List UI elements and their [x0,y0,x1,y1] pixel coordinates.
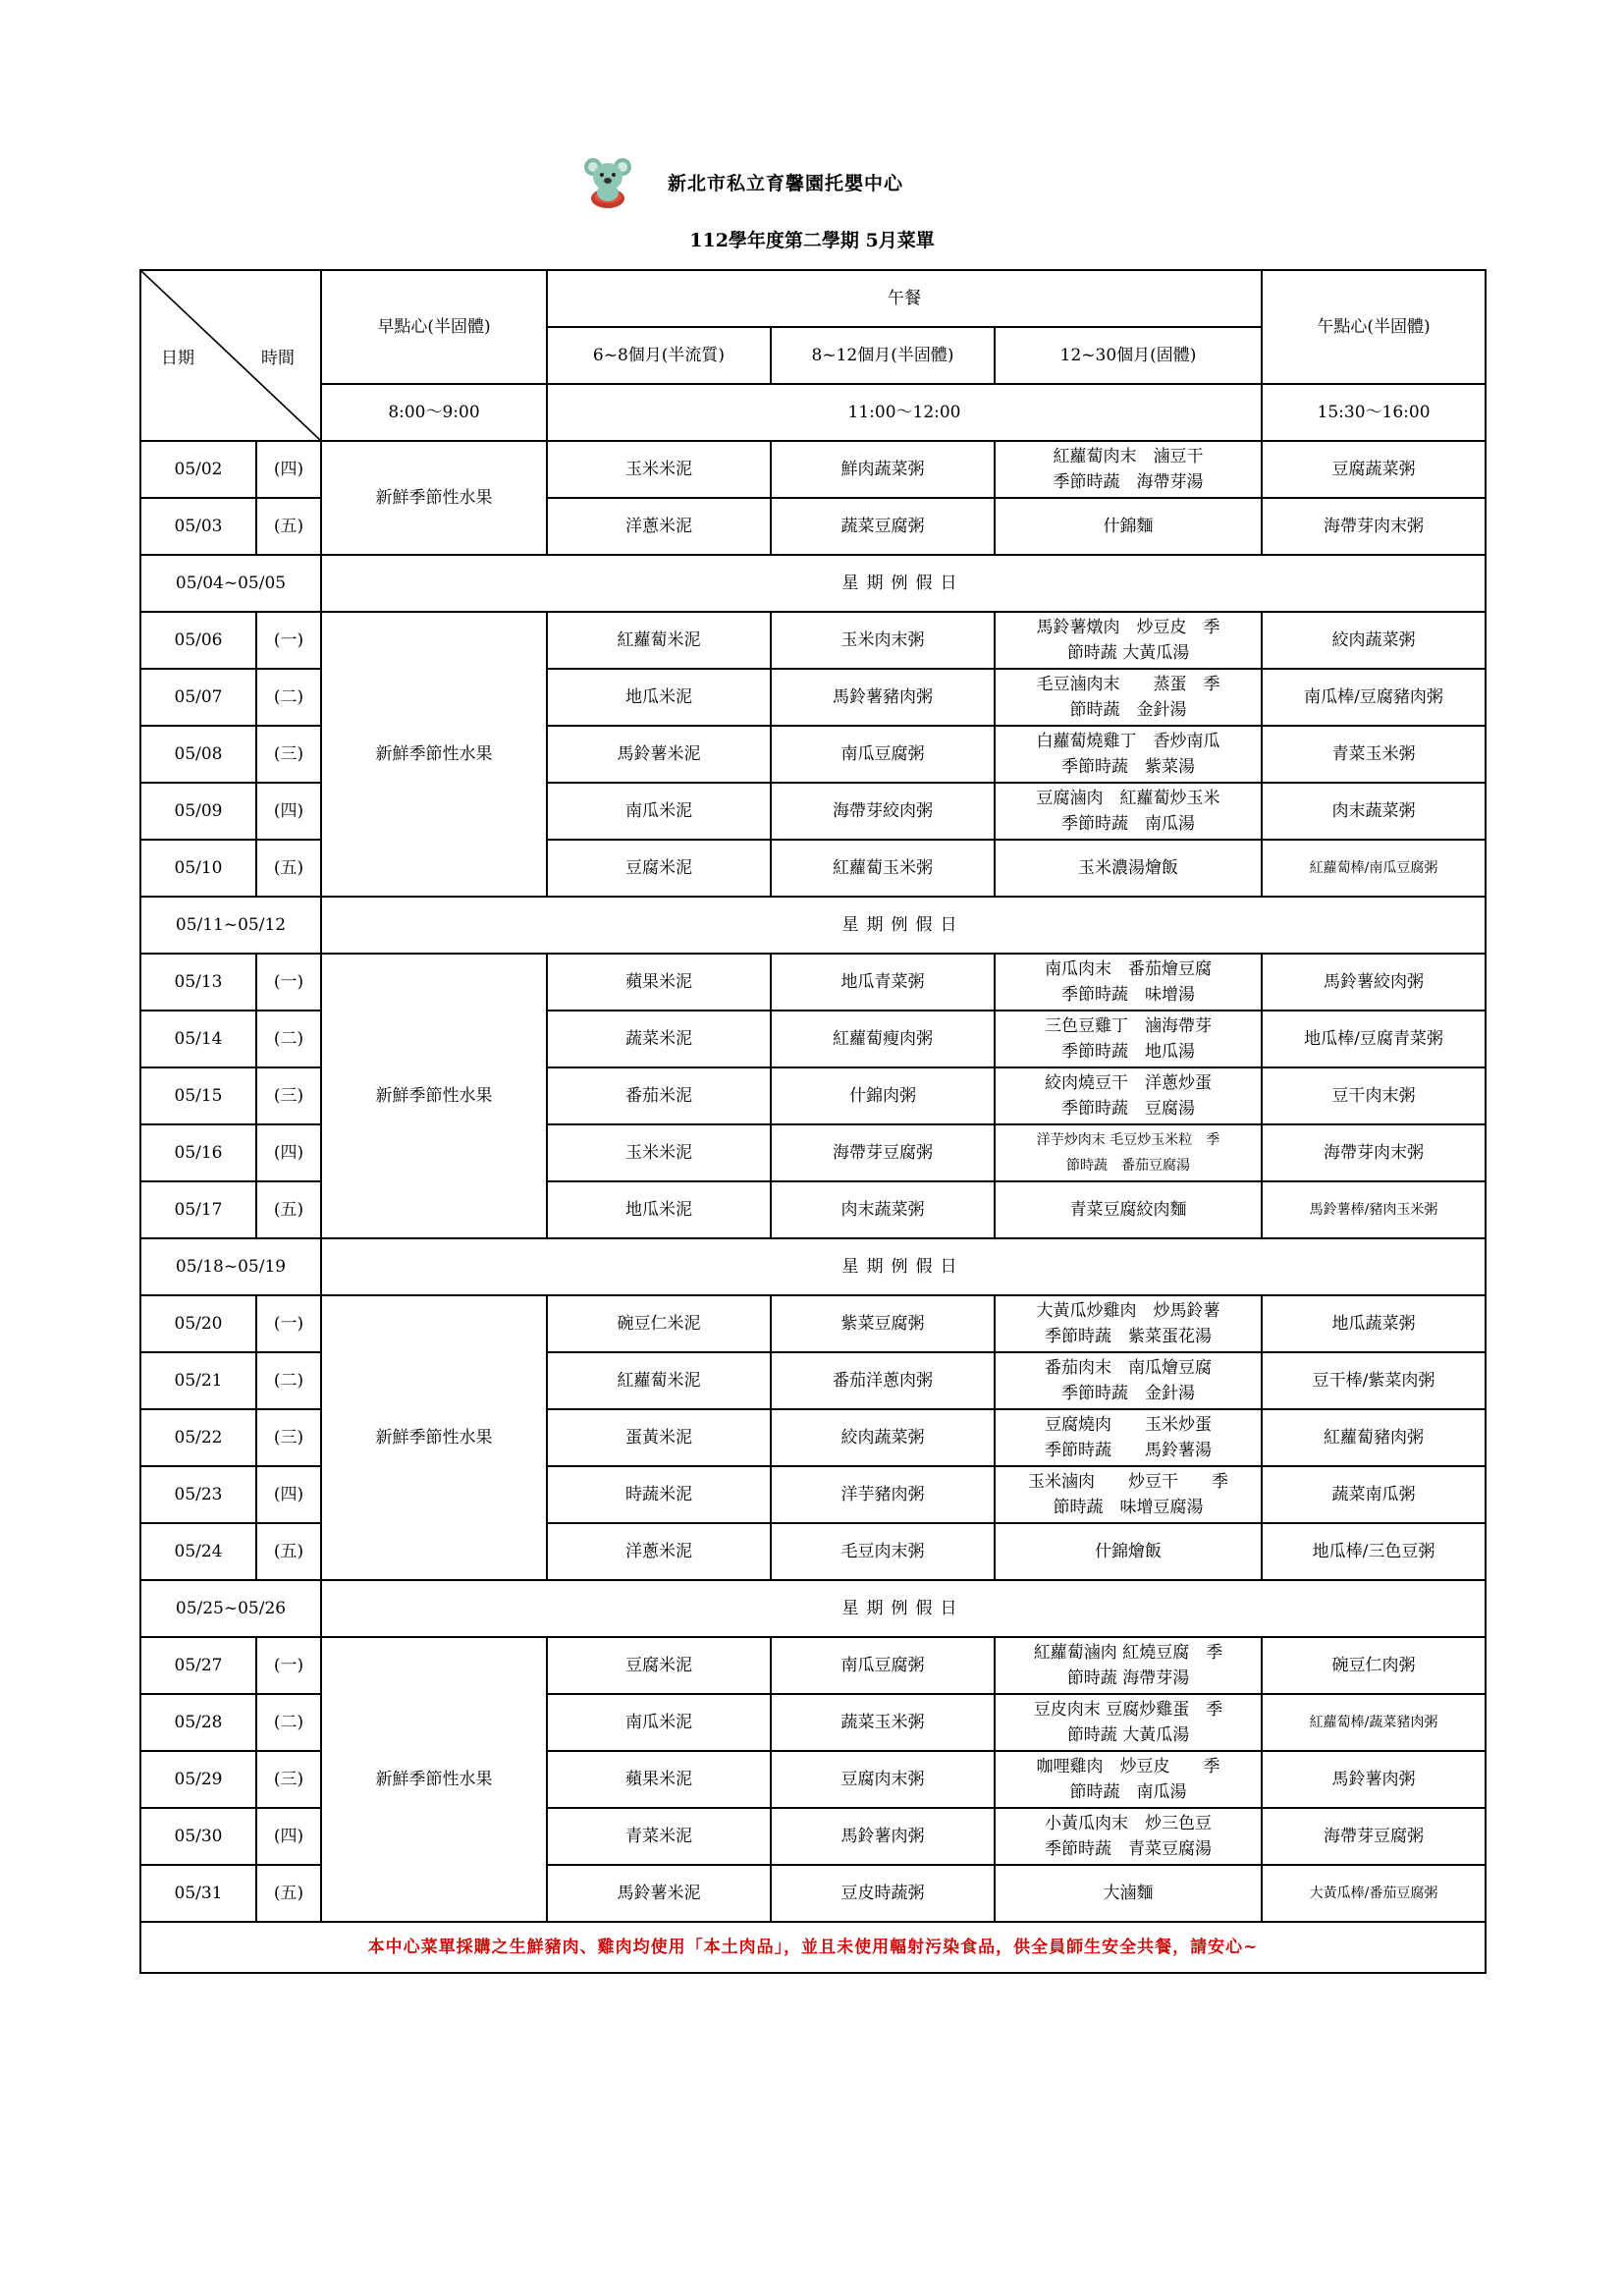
date-cell: 05/31 [140,1865,256,1922]
lunch-6-8-cell: 玉米米泥 [547,441,771,498]
lunch-6-8-cell: 豆腐米泥 [547,840,771,897]
date-cell: 05/21 [140,1352,256,1409]
date-cell: 05/14 [140,1011,256,1067]
lunch-8-12-cell: 鮮肉蔬菜粥 [771,441,995,498]
lunch-12-30-line-2: 節時蔬 南瓜湯 [1069,1782,1187,1802]
date-cell: 05/03 [140,498,256,555]
date-cell: 05/07 [140,669,256,726]
lunch-12-30-line-2: 季節時蔬 金針湯 [1061,1384,1196,1403]
lunch-6-8-cell: 馬鈴薯米泥 [547,1865,771,1922]
lunch-8-12-cell: 豆皮時蔬粥 [771,1865,995,1922]
lunch-12-30-line-1: 什錦燴飯 [1095,1542,1163,1561]
afternoon-time: 15:30～16:00 [1262,384,1486,441]
table-row [140,1295,1486,1352]
footer-row [140,1922,1486,1973]
lunch-12-30-cell [995,1466,1262,1523]
date-cell: 05/23 [140,1466,256,1523]
table-row [140,612,1486,669]
breakfast-time: 8:00～9:00 [321,384,547,441]
holiday-row [140,555,1486,612]
lunch-12-30-cell [995,783,1262,840]
lunch-12-30-line-1: 豆皮肉末 豆腐炒雞蛋 季 [1033,1700,1223,1720]
lunch-12-30-cell [995,669,1262,726]
date-cell: 05/08 [140,726,256,783]
lunch-12-30-line-2: 季節時蔬 紫菜湯 [1061,757,1196,777]
lunch-8-12-cell: 馬鈴薯豬肉粥 [771,669,995,726]
weekday-cell: (三) [256,1409,321,1466]
organization-name: 新北市私立育馨園托嬰中心 [668,173,904,194]
lunch-6-8-cell: 洋蔥米泥 [547,1523,771,1580]
afternoon-snack-cell: 豆腐蔬菜粥 [1262,441,1486,498]
afternoon-snack-cell: 碗豆仁肉粥 [1262,1637,1486,1694]
lunch-6-8-cell: 時蔬米泥 [547,1466,771,1523]
weekday-cell: (四) [256,1124,321,1181]
weekday-cell: (二) [256,1694,321,1751]
lunch-12-30-cell [995,1694,1262,1751]
table-row [140,1637,1486,1694]
corner-date-label: 日期 [161,349,194,368]
lunch-8-12-cell: 玉米肉末粥 [771,612,995,669]
weekday-cell: (四) [256,1466,321,1523]
lunch-8-12-cell: 什錦肉粥 [771,1067,995,1124]
lunch-12-30-line-2: 節時蔬 大黃瓜湯 [1066,643,1190,663]
holiday-label: 星期例假日 [321,1238,1486,1295]
afternoon-snack-cell: 絞肉蔬菜粥 [1262,612,1486,669]
afternoon-snack-cell: 地瓜棒/豆腐青菜粥 [1262,1011,1486,1067]
afternoon-snack-cell: 海帶芽肉末粥 [1262,498,1486,555]
lunch-12-30-cell [995,1352,1262,1409]
lunch-12-30-line-1: 豆腐燒肉 玉米炒蛋 [1045,1415,1213,1435]
lunch-12-30-cell [995,1181,1262,1238]
lunch-12-30-line-1: 紅蘿蔔肉末 滷豆干 [1053,447,1204,466]
lunch-6-8-cell: 地瓜米泥 [547,1181,771,1238]
page-header [0,147,1624,216]
date-cell: 05/16 [140,1124,256,1181]
weekday-cell: (四) [256,783,321,840]
lunch-6-8-cell: 玉米米泥 [547,1124,771,1181]
menu-table [139,269,1487,1974]
table-row [140,954,1486,1011]
food-safety-notice: 本中心菜單採購之生鮮豬肉、雞肉均使用「本土肉品」，並且未使用輻射污染食品，供全員師生安全共餐，請安心~ [140,1922,1486,1973]
lunch-6-8-cell: 蘋果米泥 [547,954,771,1011]
lunch-8-12-cell: 海帶芽豆腐粥 [771,1124,995,1181]
lunch-12-30-line-2: 季節時蔬 馬鈴薯湯 [1045,1441,1213,1460]
lunch-12-30-line-2: 節時蔬 番茄豆腐湯 [1066,1158,1191,1174]
lunch-12-30-cell [995,1523,1262,1580]
weekday-cell: (四) [256,1808,321,1865]
lunch-12-30-line-1: 南瓜肉末 番茄燴豆腐 [1045,959,1213,979]
date-cell: 05/02 [140,441,256,498]
corner-time-label: 時間 [261,349,295,368]
lunch-6-8-cell: 紅蘿蔔米泥 [547,1352,771,1409]
afternoon-snack-cell: 紅蘿蔔棒/蔬菜豬肉粥 [1262,1694,1486,1751]
lunch-12-30-line-1: 毛豆滷肉末 蒸蛋 季 [1036,675,1220,694]
lunch-12-30-line-1: 番茄肉末 南瓜燴豆腐 [1045,1358,1213,1378]
lunch-header: 午餐 [547,270,1262,327]
lunch-6-8-cell: 番茄米泥 [547,1067,771,1124]
weekday-cell: (二) [256,1352,321,1409]
weekday-cell: (五) [256,1181,321,1238]
lunch-12-30-cell [995,1295,1262,1352]
weekday-cell: (五) [256,840,321,897]
date-cell: 05/06 [140,612,256,669]
holiday-row [140,1580,1486,1637]
lunch-12-30-cell [995,498,1262,555]
lunch-time: 11:00～12:00 [547,384,1262,441]
lunch-12-30-line-2: 節時蔬 海帶芽湯 [1066,1668,1190,1688]
lunch-8-12-cell: 豆腐肉末粥 [771,1751,995,1808]
lunch-12-30-line-2: 季節時蔬 海帶芽湯 [1053,472,1204,492]
date-cell: 05/20 [140,1295,256,1352]
lunch-12-30-cell [995,1011,1262,1067]
lunch-12-30-line-1: 三色豆雞丁 滷海帶芽 [1045,1016,1213,1036]
lunch-12-30-line-1: 紅蘿蔔滷肉 紅燒豆腐 季 [1033,1643,1223,1663]
date-cell: 05/13 [140,954,256,1011]
lunch-6-8-cell: 豆腐米泥 [547,1637,771,1694]
afternoon-snack-cell: 馬鈴薯肉粥 [1262,1751,1486,1808]
lunch-6-8-cell: 青菜米泥 [547,1808,771,1865]
lunch-12-30-line-2: 節時蔬 金針湯 [1069,700,1187,720]
afternoon-snack-cell: 肉末蔬菜粥 [1262,783,1486,840]
lunch-8-12-cell: 馬鈴薯肉粥 [771,1808,995,1865]
holiday-label: 星期例假日 [321,555,1486,612]
afternoon-snack-cell: 豆干棒/紫菜肉粥 [1262,1352,1486,1409]
lunch-12-30-line-1: 青菜豆腐絞肉麵 [1069,1200,1187,1220]
breakfast-fruit-cell: 新鮮季節性水果 [321,1637,547,1922]
holiday-date-range: 05/18~05/19 [140,1238,321,1295]
lunch-6-8-cell: 南瓜米泥 [547,783,771,840]
date-cell: 05/15 [140,1067,256,1124]
weekday-cell: (二) [256,1011,321,1067]
lunch-12-30-cell [995,1409,1262,1466]
lunch-12-30-line-1: 小黃瓜肉末 炒三色豆 [1045,1814,1213,1833]
lunch-12-30-line-2: 季節時蔬 南瓜湯 [1061,814,1196,834]
lunch-12-30-line-1: 玉米滷肉 炒豆干 季 [1028,1472,1229,1492]
lunch-12-30-line-1: 豆腐滷肉 紅蘿蔔炒玉米 [1036,789,1220,808]
date-cell: 05/09 [140,783,256,840]
lunch-8-12-cell: 海帶芽絞肉粥 [771,783,995,840]
afternoon-snack-cell: 馬鈴薯絞肉粥 [1262,954,1486,1011]
lunch-8-12-cell: 肉末蔬菜粥 [771,1181,995,1238]
afternoon-snack-cell: 海帶芽肉末粥 [1262,1124,1486,1181]
holiday-date-range: 05/04~05/05 [140,555,321,612]
afternoon-snack-cell: 紅蘿蔔棒/南瓜豆腐粥 [1262,840,1486,897]
afternoon-snack-cell: 海帶芽豆腐粥 [1262,1808,1486,1865]
date-cell: 05/27 [140,1637,256,1694]
weekday-cell: (五) [256,1865,321,1922]
lunch-12-30-line-1: 白蘿蔔燒雞丁 香炒南瓜 [1036,732,1220,751]
lunch-12-30-header: 12~30個月(固體) [995,327,1262,384]
lunch-8-12-cell: 地瓜青菜粥 [771,954,995,1011]
lunch-6-8-cell: 蘋果米泥 [547,1751,771,1808]
afternoon-snack-cell: 地瓜蔬菜粥 [1262,1295,1486,1352]
lunch-12-30-cell [995,1124,1262,1181]
lunch-12-30-line-1: 大黃瓜炒雞肉 炒馬鈴薯 [1036,1301,1220,1321]
afternoon-snack-cell: 大黃瓜棒/番茄豆腐粥 [1262,1865,1486,1922]
lunch-8-12-cell: 毛豆肉末粥 [771,1523,995,1580]
weekday-cell: (五) [256,498,321,555]
afternoon-snack-cell: 豆干肉末粥 [1262,1067,1486,1124]
holiday-label: 星期例假日 [321,1580,1486,1637]
lunch-8-12-cell: 紅蘿蔔瘦肉粥 [771,1011,995,1067]
lunch-12-30-cell [995,1865,1262,1922]
lunch-12-30-line-2: 節時蔬 大黃瓜湯 [1066,1725,1190,1745]
lunch-12-30-line-2: 季節時蔬 味增湯 [1061,985,1196,1005]
corner-header [140,270,321,441]
breakfast-fruit-cell: 新鮮季節性水果 [321,1295,547,1580]
holiday-date-range: 05/11~05/12 [140,897,321,954]
table-row [140,441,1486,498]
lunch-12-30-line-1: 大滷麵 [1103,1884,1154,1903]
date-cell: 05/30 [140,1808,256,1865]
weekday-cell: (一) [256,612,321,669]
lunch-12-30-cell [995,612,1262,669]
page-title: 112學年度第二學期 5月菜單 [689,230,935,251]
lunch-6-8-cell: 紅蘿蔔米泥 [547,612,771,669]
afternoon-snack-cell: 蔬菜南瓜粥 [1262,1466,1486,1523]
weekday-cell: (三) [256,1751,321,1808]
date-cell: 05/10 [140,840,256,897]
lunch-12-30-cell [995,1067,1262,1124]
lunch-12-30-line-2: 季節時蔬 地瓜湯 [1061,1042,1196,1062]
lunch-6-8-cell: 洋蔥米泥 [547,498,771,555]
date-cell: 05/24 [140,1523,256,1580]
holiday-row [140,897,1486,954]
weekday-cell: (一) [256,1295,321,1352]
lunch-12-30-cell [995,954,1262,1011]
holiday-label: 星期例假日 [321,897,1486,954]
koala-logo-icon [579,153,636,210]
date-cell: 05/22 [140,1409,256,1466]
afternoon-snack-cell: 地瓜棒/三色豆粥 [1262,1523,1486,1580]
date-cell: 05/28 [140,1694,256,1751]
weekday-cell: (三) [256,726,321,783]
lunch-8-12-cell: 蔬菜豆腐粥 [771,498,995,555]
lunch-12-30-cell [995,1751,1262,1808]
afternoon-snack-cell: 紅蘿蔔豬肉粥 [1262,1409,1486,1466]
lunch-12-30-line-2: 節時蔬 味增豆腐湯 [1053,1498,1204,1517]
lunch-8-12-cell: 南瓜豆腐粥 [771,1637,995,1694]
holiday-row [140,1238,1486,1295]
afternoon-snack-cell: 馬鈴薯棒/豬肉玉米粥 [1262,1181,1486,1238]
weekday-cell: (一) [256,954,321,1011]
lunch-12-30-line-1: 絞肉燒豆干 洋蔥炒蛋 [1045,1073,1213,1093]
lunch-12-30-line-2: 季節時蔬 豆腐湯 [1061,1099,1196,1119]
breakfast-fruit-cell: 新鮮季節性水果 [321,612,547,897]
lunch-6-8-cell: 地瓜米泥 [547,669,771,726]
lunch-8-12-cell: 紫菜豆腐粥 [771,1295,995,1352]
lunch-6-8-cell: 蔬菜米泥 [547,1011,771,1067]
lunch-12-30-line-1: 咖哩雞肉 炒豆皮 季 [1036,1757,1220,1777]
lunch-12-30-line-1: 馬鈴薯燉肉 炒豆皮 季 [1036,618,1220,637]
lunch-8-12-cell: 番茄洋蔥肉粥 [771,1352,995,1409]
lunch-12-30-line-2: 季節時蔬 紫菜蛋花湯 [1045,1327,1213,1346]
lunch-8-12-cell: 絞肉蔬菜粥 [771,1409,995,1466]
breakfast-fruit-cell: 新鮮季節性水果 [321,441,547,555]
weekday-cell: (三) [256,1067,321,1124]
lunch-8-12-header: 8~12個月(半固體) [771,327,995,384]
lunch-12-30-cell [995,726,1262,783]
afternoon-snack-cell: 青菜玉米粥 [1262,726,1486,783]
lunch-12-30-line-2: 季節時蔬 青菜豆腐湯 [1045,1839,1213,1859]
afternoon-snack-cell: 南瓜棒/豆腐豬肉粥 [1262,669,1486,726]
lunch-6-8-cell: 蛋黃米泥 [547,1409,771,1466]
date-cell: 05/17 [140,1181,256,1238]
lunch-8-12-cell: 南瓜豆腐粥 [771,726,995,783]
lunch-6-8-cell: 馬鈴薯米泥 [547,726,771,783]
lunch-6-8-header: 6~8個月(半流質) [547,327,771,384]
lunch-8-12-cell: 洋芋豬肉粥 [771,1466,995,1523]
lunch-12-30-line-1: 洋芋炒肉末 毛豆炒玉米粒 季 [1036,1132,1220,1148]
weekday-cell: (四) [256,441,321,498]
date-cell: 05/29 [140,1751,256,1808]
lunch-12-30-line-1: 什錦麵 [1103,517,1154,536]
breakfast-header: 早點心(半固體) [321,270,547,384]
lunch-8-12-cell: 紅蘿蔔玉米粥 [771,840,995,897]
weekday-cell: (一) [256,1637,321,1694]
lunch-8-12-cell: 蔬菜玉米粥 [771,1694,995,1751]
weekday-cell: (五) [256,1523,321,1580]
lunch-12-30-cell [995,1808,1262,1865]
lunch-6-8-cell: 碗豆仁米泥 [547,1295,771,1352]
breakfast-fruit-cell: 新鮮季節性水果 [321,954,547,1238]
afternoon-snack-header: 午點心(半固體) [1262,270,1486,384]
weekday-cell: (二) [256,669,321,726]
lunch-12-30-line-1: 玉米濃湯燴飯 [1078,858,1179,878]
lunch-12-30-cell [995,840,1262,897]
lunch-6-8-cell: 南瓜米泥 [547,1694,771,1751]
lunch-12-30-cell [995,1637,1262,1694]
lunch-12-30-cell [995,441,1262,498]
holiday-date-range: 05/25~05/26 [140,1580,321,1637]
